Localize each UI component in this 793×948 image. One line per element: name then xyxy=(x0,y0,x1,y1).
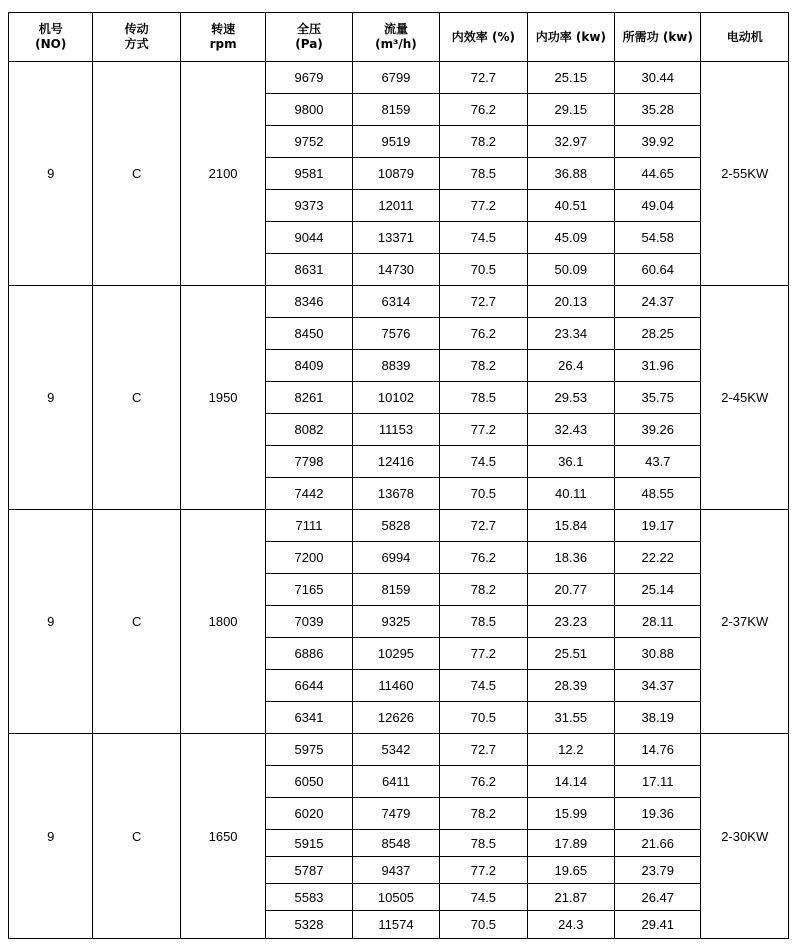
internal-power-cell: 29.15 xyxy=(527,94,614,126)
flow-rate-cell: 11574 xyxy=(352,911,439,939)
internal-power-cell: 40.51 xyxy=(527,190,614,222)
table-row xyxy=(9,286,789,318)
total-pressure-cell: 7798 xyxy=(266,446,352,478)
internal-power-cell: 19.65 xyxy=(527,857,614,884)
flow-rate-cell: 11153 xyxy=(352,414,439,446)
header-internal-efficiency: 内效率 (%) xyxy=(440,13,527,62)
efficiency-cell: 76.2 xyxy=(440,542,527,574)
model-no-cell: 9 xyxy=(9,510,93,734)
flow-rate-cell: 5342 xyxy=(352,734,439,766)
motor-cell: 2-55KW xyxy=(701,62,789,286)
required-power-cell: 30.44 xyxy=(615,62,701,94)
total-pressure-cell: 6050 xyxy=(266,766,352,798)
motor-cell: 2-30KW xyxy=(701,734,789,939)
total-pressure-cell: 8346 xyxy=(266,286,352,318)
total-pressure-cell: 5915 xyxy=(266,830,352,857)
total-pressure-cell: 5975 xyxy=(266,734,352,766)
flow-rate-cell: 6314 xyxy=(352,286,439,318)
efficiency-cell: 77.2 xyxy=(440,414,527,446)
required-power-cell: 39.26 xyxy=(615,414,701,446)
required-power-cell: 14.76 xyxy=(615,734,701,766)
internal-power-cell: 45.09 xyxy=(527,222,614,254)
total-pressure-cell: 6644 xyxy=(266,670,352,702)
flow-rate-cell: 5828 xyxy=(352,510,439,542)
efficiency-cell: 77.2 xyxy=(440,857,527,884)
speed-cell: 1800 xyxy=(180,510,265,734)
internal-power-cell: 26.4 xyxy=(527,350,614,382)
internal-power-cell: 18.36 xyxy=(527,542,614,574)
flow-rate-cell: 8159 xyxy=(352,574,439,606)
total-pressure-cell: 7165 xyxy=(266,574,352,606)
internal-power-cell: 50.09 xyxy=(527,254,614,286)
internal-power-cell: 17.89 xyxy=(527,830,614,857)
internal-power-cell: 23.34 xyxy=(527,318,614,350)
header-model-no: 机号 (NO) xyxy=(9,13,93,62)
flow-rate-cell: 7576 xyxy=(352,318,439,350)
efficiency-cell: 72.7 xyxy=(440,734,527,766)
efficiency-cell: 72.7 xyxy=(440,286,527,318)
internal-power-cell: 23.23 xyxy=(527,606,614,638)
efficiency-cell: 74.5 xyxy=(440,446,527,478)
required-power-cell: 35.28 xyxy=(615,94,701,126)
internal-power-cell: 24.3 xyxy=(527,911,614,939)
total-pressure-cell: 5328 xyxy=(266,911,352,939)
internal-power-cell: 15.84 xyxy=(527,510,614,542)
header-flow-rate: 流量 (m³/h) xyxy=(352,13,439,62)
flow-rate-cell: 8839 xyxy=(352,350,439,382)
efficiency-cell: 76.2 xyxy=(440,94,527,126)
internal-power-cell: 15.99 xyxy=(527,798,614,830)
header-drive-type: 传动 方式 xyxy=(93,13,180,62)
efficiency-cell: 78.5 xyxy=(440,830,527,857)
required-power-cell: 35.75 xyxy=(615,382,701,414)
table-row xyxy=(9,734,789,766)
required-power-cell: 39.92 xyxy=(615,126,701,158)
internal-power-cell: 36.88 xyxy=(527,158,614,190)
internal-power-cell: 20.13 xyxy=(527,286,614,318)
flow-rate-cell: 10102 xyxy=(352,382,439,414)
efficiency-cell: 78.5 xyxy=(440,382,527,414)
total-pressure-cell: 5787 xyxy=(266,857,352,884)
efficiency-cell: 72.7 xyxy=(440,510,527,542)
required-power-cell: 49.04 xyxy=(615,190,701,222)
efficiency-cell: 77.2 xyxy=(440,638,527,670)
total-pressure-cell: 9581 xyxy=(266,158,352,190)
efficiency-cell: 70.5 xyxy=(440,911,527,939)
drive-type-cell: C xyxy=(93,734,180,939)
motor-cell: 2-45KW xyxy=(701,286,789,510)
flow-rate-cell: 12416 xyxy=(352,446,439,478)
header-motor: 电动机 xyxy=(701,13,789,62)
efficiency-cell: 78.2 xyxy=(440,798,527,830)
total-pressure-cell: 9373 xyxy=(266,190,352,222)
flow-rate-cell: 8159 xyxy=(352,94,439,126)
total-pressure-cell: 5583 xyxy=(266,884,352,911)
required-power-cell: 19.17 xyxy=(615,510,701,542)
efficiency-cell: 77.2 xyxy=(440,190,527,222)
required-power-cell: 28.11 xyxy=(615,606,701,638)
total-pressure-cell: 8450 xyxy=(266,318,352,350)
total-pressure-cell: 8261 xyxy=(266,382,352,414)
flow-rate-cell: 12011 xyxy=(352,190,439,222)
flow-rate-cell: 10505 xyxy=(352,884,439,911)
internal-power-cell: 40.11 xyxy=(527,478,614,510)
efficiency-cell: 74.5 xyxy=(440,670,527,702)
total-pressure-cell: 9679 xyxy=(266,62,352,94)
required-power-cell: 26.47 xyxy=(615,884,701,911)
total-pressure-cell: 7442 xyxy=(266,478,352,510)
drive-type-cell: C xyxy=(93,62,180,286)
efficiency-cell: 78.5 xyxy=(440,606,527,638)
required-power-cell: 30.88 xyxy=(615,638,701,670)
internal-power-cell: 32.43 xyxy=(527,414,614,446)
table-row xyxy=(9,510,789,542)
internal-power-cell: 29.53 xyxy=(527,382,614,414)
required-power-cell: 19.36 xyxy=(615,798,701,830)
internal-power-cell: 32.97 xyxy=(527,126,614,158)
total-pressure-cell: 7200 xyxy=(266,542,352,574)
efficiency-cell: 70.5 xyxy=(440,254,527,286)
required-power-cell: 28.25 xyxy=(615,318,701,350)
total-pressure-cell: 7111 xyxy=(266,510,352,542)
internal-power-cell: 21.87 xyxy=(527,884,614,911)
flow-rate-cell: 13678 xyxy=(352,478,439,510)
internal-power-cell: 20.77 xyxy=(527,574,614,606)
speed-cell: 1950 xyxy=(180,286,265,510)
required-power-cell: 54.58 xyxy=(615,222,701,254)
efficiency-cell: 74.5 xyxy=(440,222,527,254)
efficiency-cell: 70.5 xyxy=(440,702,527,734)
flow-rate-cell: 6799 xyxy=(352,62,439,94)
total-pressure-cell: 9044 xyxy=(266,222,352,254)
efficiency-cell: 76.2 xyxy=(440,318,527,350)
efficiency-cell: 78.2 xyxy=(440,126,527,158)
model-no-cell: 9 xyxy=(9,286,93,510)
flow-rate-cell: 12626 xyxy=(352,702,439,734)
required-power-cell: 29.41 xyxy=(615,911,701,939)
required-power-cell: 17.11 xyxy=(615,766,701,798)
efficiency-cell: 78.5 xyxy=(440,158,527,190)
total-pressure-cell: 6886 xyxy=(266,638,352,670)
required-power-cell: 23.79 xyxy=(615,857,701,884)
required-power-cell: 25.14 xyxy=(615,574,701,606)
drive-type-cell: C xyxy=(93,510,180,734)
header-speed: 转速 rpm xyxy=(180,13,265,62)
total-pressure-cell: 6341 xyxy=(266,702,352,734)
flow-rate-cell: 7479 xyxy=(352,798,439,830)
efficiency-cell: 70.5 xyxy=(440,478,527,510)
required-power-cell: 21.66 xyxy=(615,830,701,857)
table-body xyxy=(9,62,789,939)
model-no-cell: 9 xyxy=(9,734,93,939)
motor-cell: 2-37KW xyxy=(701,510,789,734)
flow-rate-cell: 10879 xyxy=(352,158,439,190)
total-pressure-cell: 8631 xyxy=(266,254,352,286)
flow-rate-cell: 9325 xyxy=(352,606,439,638)
header-row xyxy=(9,13,789,62)
total-pressure-cell: 8409 xyxy=(266,350,352,382)
table-row xyxy=(9,62,789,94)
efficiency-cell: 74.5 xyxy=(440,884,527,911)
required-power-cell: 48.55 xyxy=(615,478,701,510)
flow-rate-cell: 9519 xyxy=(352,126,439,158)
flow-rate-cell: 6994 xyxy=(352,542,439,574)
fan-performance-table-container xyxy=(8,12,789,939)
required-power-cell: 43.7 xyxy=(615,446,701,478)
required-power-cell: 38.19 xyxy=(615,702,701,734)
total-pressure-cell: 7039 xyxy=(266,606,352,638)
flow-rate-cell: 14730 xyxy=(352,254,439,286)
efficiency-cell: 76.2 xyxy=(440,766,527,798)
total-pressure-cell: 6020 xyxy=(266,798,352,830)
internal-power-cell: 28.39 xyxy=(527,670,614,702)
total-pressure-cell: 9752 xyxy=(266,126,352,158)
required-power-cell: 44.65 xyxy=(615,158,701,190)
flow-rate-cell: 8548 xyxy=(352,830,439,857)
internal-power-cell: 36.1 xyxy=(527,446,614,478)
internal-power-cell: 25.51 xyxy=(527,638,614,670)
internal-power-cell: 14.14 xyxy=(527,766,614,798)
model-no-cell: 9 xyxy=(9,62,93,286)
flow-rate-cell: 10295 xyxy=(352,638,439,670)
speed-cell: 1650 xyxy=(180,734,265,939)
drive-type-cell: C xyxy=(93,286,180,510)
required-power-cell: 22.22 xyxy=(615,542,701,574)
required-power-cell: 24.37 xyxy=(615,286,701,318)
fan-performance-table xyxy=(8,12,789,939)
efficiency-cell: 78.2 xyxy=(440,574,527,606)
internal-power-cell: 12.2 xyxy=(527,734,614,766)
flow-rate-cell: 11460 xyxy=(352,670,439,702)
internal-power-cell: 31.55 xyxy=(527,702,614,734)
flow-rate-cell: 6411 xyxy=(352,766,439,798)
flow-rate-cell: 9437 xyxy=(352,857,439,884)
total-pressure-cell: 9800 xyxy=(266,94,352,126)
header-internal-power: 内功率 (kw) xyxy=(527,13,614,62)
required-power-cell: 31.96 xyxy=(615,350,701,382)
internal-power-cell: 25.15 xyxy=(527,62,614,94)
efficiency-cell: 78.2 xyxy=(440,350,527,382)
total-pressure-cell: 8082 xyxy=(266,414,352,446)
required-power-cell: 34.37 xyxy=(615,670,701,702)
header-required-power: 所需功 (kw) xyxy=(615,13,701,62)
speed-cell: 2100 xyxy=(180,62,265,286)
efficiency-cell: 72.7 xyxy=(440,62,527,94)
header-total-pressure: 全压 (Pa) xyxy=(266,13,352,62)
flow-rate-cell: 13371 xyxy=(352,222,439,254)
required-power-cell: 60.64 xyxy=(615,254,701,286)
